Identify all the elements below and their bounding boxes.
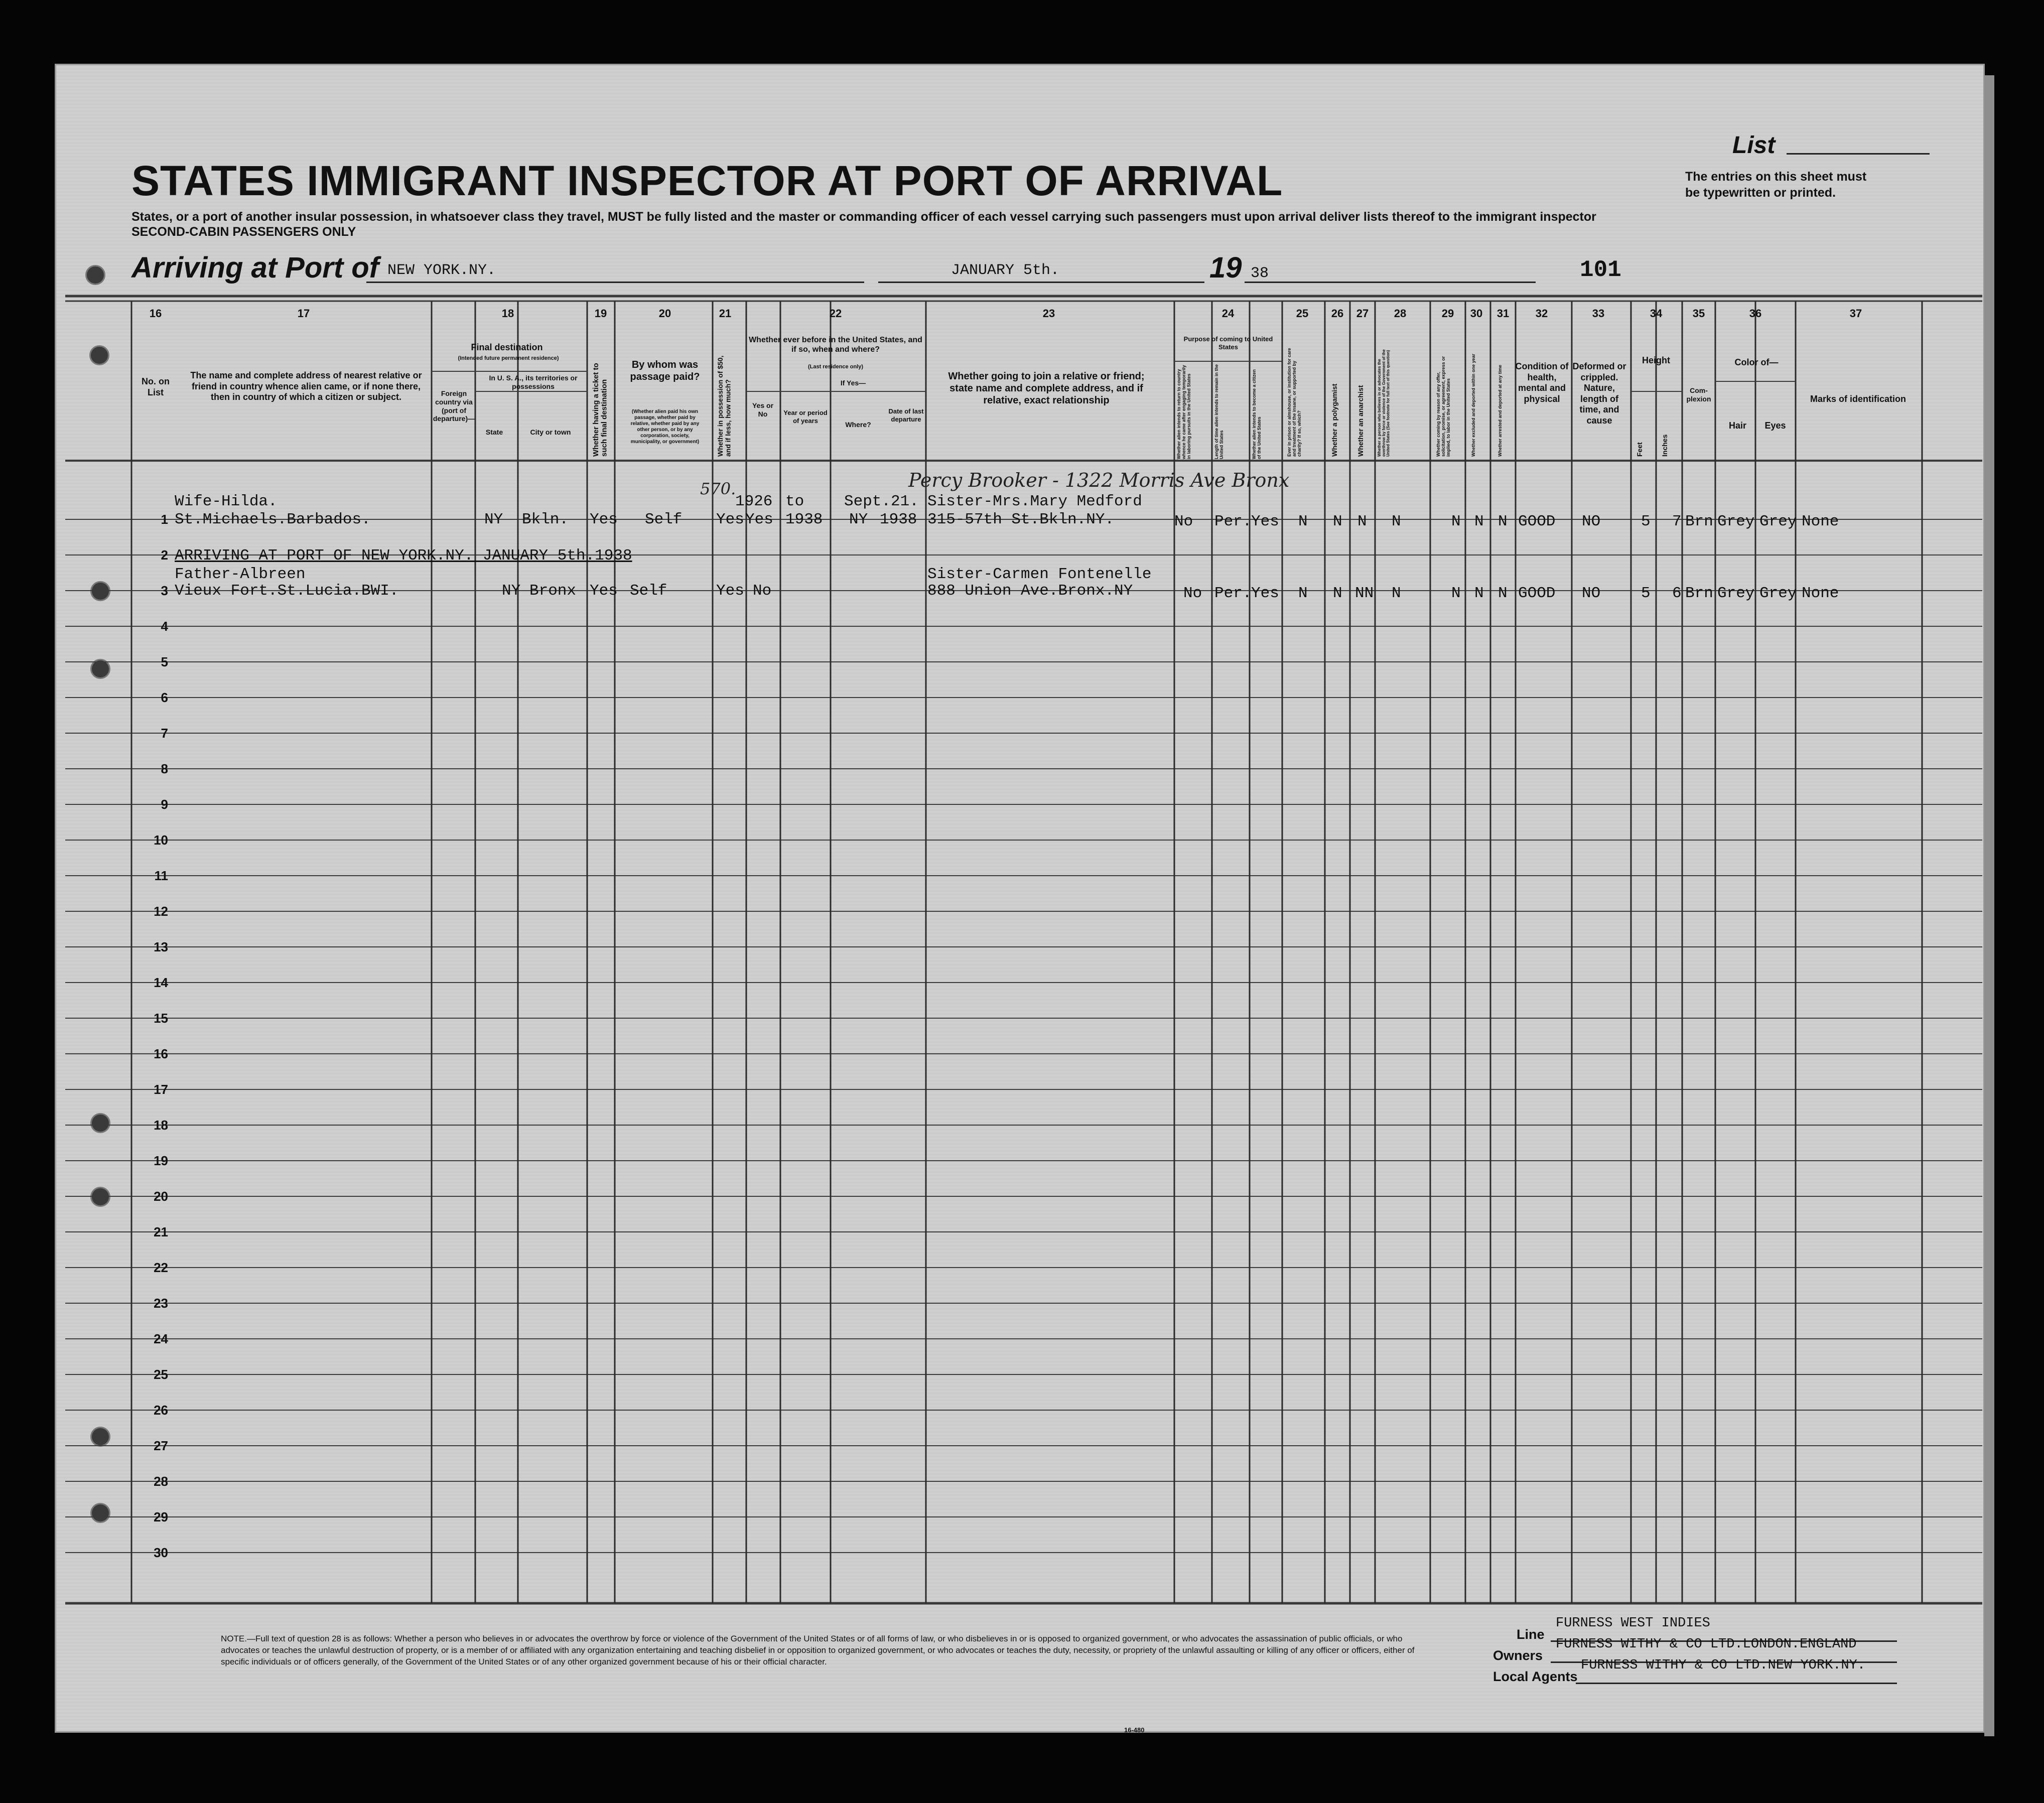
row3-fifty: Yes (716, 582, 744, 600)
date-value: JANUARY 5th. (951, 262, 1060, 279)
row-number: 14 (154, 975, 168, 990)
row-number: 10 (154, 833, 168, 848)
row1-years-start: 1926 (735, 493, 773, 510)
header-yes-no: Yes or No (752, 401, 774, 418)
row-number: 4 (161, 619, 168, 634)
header-before-note: (Last residence only) (807, 364, 864, 370)
col-num-28: 28 (1394, 307, 1407, 320)
row1-feet: 5 (1641, 513, 1651, 530)
row1-excluded: N (1474, 513, 1484, 530)
row1-before: Yes (745, 511, 773, 528)
row-number: 9 (161, 797, 168, 812)
row2-arrival-stamp: ARRIVING AT PORT OF NEW YORK.NY. JANUARY 5th.1938 (175, 547, 632, 565)
row3-before: No (753, 582, 772, 600)
row3-marks: None (1802, 585, 1839, 602)
header-height: Height (1642, 355, 1670, 365)
row1-where: NY (849, 511, 868, 528)
row1-arrested: N (1498, 513, 1508, 530)
row-number: 25 (154, 1367, 168, 1382)
row-number: 18 (154, 1118, 168, 1133)
row-number: 12 (154, 904, 168, 919)
row1-handwritten-joining: Percy Brooker - 1322 Morris Ave Bronx (908, 469, 1290, 491)
row-number: 6 (161, 690, 168, 705)
header-where: Where? (845, 421, 871, 429)
agents-label: Local Agents (1493, 1669, 1578, 1684)
row-number: 3 (161, 583, 168, 598)
header-anarchist: Whether an anarchist (1356, 385, 1365, 457)
row3-state: NY (502, 582, 521, 600)
row3-deformed: NO (1582, 585, 1601, 602)
row1-relative-name: Wife-Hilda. (175, 493, 278, 510)
row3-purpose-citizen: Yes (1251, 585, 1279, 602)
port-value: NEW YORK.NY. (387, 262, 496, 279)
row3-relative-name: Father-Albreen (175, 566, 306, 583)
row-number: 30 (154, 1545, 168, 1560)
row-number: 5 (161, 654, 168, 669)
row1-overthrow: N (1392, 513, 1401, 530)
row1-years-to: to (785, 493, 804, 510)
row1-join-address: 315-57th St.Bkln.NY. (927, 511, 1115, 528)
subtitle-rule: States, or a port of another insular possession, in whatsoever class they travel, MUST be fully listed and the master or commanding officer of each vessel carrying such passengers must upon arrival deliver lists thereof to the immigrant inspector (131, 210, 1596, 224)
sheet-number: 101 (1580, 257, 1621, 283)
header-final-destination: Final destination (471, 342, 543, 352)
row-number: 19 (154, 1153, 168, 1168)
header-complexion: Com-plexion (1686, 386, 1711, 403)
arriving-label: Arriving at Port of (131, 251, 379, 284)
header-purpose-return: Whether alien intends to return to country whence he came after engaging temporarily in laboring pursuits in the United States (1176, 365, 1191, 459)
row3-arrested: N (1498, 585, 1508, 602)
row-number: 8 (161, 761, 168, 776)
row3-anarchist: NN (1355, 585, 1374, 602)
header-passage-paid: By whom was passage paid? (630, 359, 700, 382)
row1-money-note: 570. (700, 479, 736, 498)
row3-overthrow: N (1392, 585, 1401, 602)
row3-paid-by: Self (630, 582, 667, 600)
form-number: 16-480 (1124, 1726, 1145, 1734)
col-num-29: 29 (1441, 307, 1454, 320)
header-no-on-list: No. on List (142, 376, 170, 397)
header-color-of: Color of— (1734, 357, 1779, 367)
header-feet: Feet (1636, 442, 1644, 457)
row3-purpose-length: Per. (1214, 585, 1252, 602)
header-final-destination-note: (Intended future permanent residence) (458, 355, 559, 361)
row-number: 28 (154, 1474, 168, 1489)
row1-hair: Grey (1717, 513, 1755, 530)
row-number: 23 (154, 1296, 168, 1311)
owners-label: Owners (1493, 1648, 1543, 1663)
col-num-35: 35 (1692, 307, 1705, 320)
row1-inches: 7 (1672, 513, 1682, 530)
row-number: 21 (154, 1224, 168, 1239)
header-ticket: Whether having a ticket to such final destination (592, 363, 609, 457)
col-num-32: 32 (1535, 307, 1548, 320)
row3-prison: N (1298, 585, 1308, 602)
row1-join-name: Sister-Mrs.Mary Medford (927, 493, 1142, 510)
list-note-2: be typewritten or printed. (1685, 186, 1836, 200)
row1-marks: None (1802, 513, 1839, 530)
row3-polygamist: N (1333, 585, 1342, 602)
row3-inches: 6 (1672, 585, 1682, 602)
header-inches: Inches (1661, 434, 1669, 457)
row1-purpose-length: Per. (1214, 513, 1252, 530)
header-purpose: Purpose of coming to United States (1183, 335, 1273, 351)
row3-eyes: Grey (1759, 585, 1797, 602)
header-if-yes: If Yes— (840, 379, 866, 387)
row1-purpose-citizen: Yes (1251, 513, 1279, 530)
row-number: 17 (154, 1082, 168, 1097)
col-num-34: 34 (1650, 307, 1663, 320)
row3-feet: 5 (1641, 585, 1651, 602)
col-num-36: 36 (1749, 307, 1762, 320)
header-passage-paid-note: (Whether alien paid his own passage, whether paid by relative, whether paid by any other person, or by any corporation, society, municipality, or government) (630, 409, 700, 445)
header-polygamist: Whether a polygamist (1330, 383, 1338, 457)
header-purpose-length: Length of time alien intends to remain in the United States (1214, 364, 1224, 459)
col-num-31: 31 (1496, 307, 1510, 320)
col-num-27: 27 (1356, 307, 1369, 320)
list-label: List (1732, 132, 1776, 159)
row1-paid-by: Self (645, 511, 683, 528)
list-note-1: The entries on this sheet must (1685, 170, 1867, 184)
col-num-37: 37 (1849, 307, 1862, 320)
row-number: 13 (154, 939, 168, 954)
header-purpose-citizen: Whether alien intends to become a citizen of the United States (1252, 369, 1262, 459)
row3-join-name: Sister-Carmen Fontenelle (927, 566, 1152, 583)
header-hair: Hair (1728, 421, 1746, 431)
col-num-22: 22 (829, 307, 842, 320)
row3-city: Bronx (529, 582, 577, 600)
header-before-in-us: Whether ever before in the United States, and if so, when and where? (749, 336, 922, 354)
header-overthrow: Whether a person who believes in or advocates the overthrow by force or violence of the Government of the United States (See footnote for full text of this question) (1377, 349, 1391, 457)
row1-eyes: Grey (1759, 513, 1797, 530)
row1-where-date: Sept.21. (844, 493, 919, 510)
row1-state: NY (484, 511, 503, 528)
header-fifty-dollars: Whether in possession of $50, and if less, how much? (716, 355, 732, 457)
header-arrested: Whether arrested and deported at any time (1497, 364, 1503, 457)
row-number: 27 (154, 1438, 168, 1453)
row-number: 26 (154, 1403, 168, 1418)
col-num-18: 18 (501, 307, 514, 320)
row1-health: GOOD (1518, 513, 1556, 530)
row1-polygamist: N (1333, 513, 1342, 530)
row1-complexion: Brn (1685, 513, 1713, 530)
header-last-departure: Date of last departure (888, 407, 924, 423)
row3-complexion: Brn (1685, 585, 1713, 602)
col-num-26: 26 (1331, 307, 1344, 320)
row-number: 16 (154, 1046, 168, 1061)
row-number: 15 (154, 1011, 168, 1026)
col-num-30: 30 (1470, 307, 1483, 320)
row1-years-end: 1938 (785, 511, 823, 528)
row3-relative-address: Vieux Fort.St.Lucia.BWI. (175, 582, 399, 600)
row1-deformed: NO (1582, 513, 1601, 530)
row-number: 11 (154, 868, 168, 883)
subtitle-class: SECOND-CABIN PASSENGERS ONLY (131, 225, 356, 239)
col-num-17: 17 (297, 307, 310, 320)
line-label: Line (1517, 1627, 1545, 1642)
header-city: City or town (530, 428, 571, 436)
row-number: 2 (161, 547, 168, 563)
header-join-relative: Whether going to join a relative or friend; state name and complete address, and if relative, exact relationship (948, 371, 1145, 406)
col-num-16: 16 (149, 307, 162, 320)
row3-join-address: 888 Union Ave.Bronx.NY (927, 582, 1133, 600)
footnote-question-28: NOTE.—Full text of question 28 is as follows: Whether a person who believes in or advocates the overthrow by force or violence of the Government of the United States or of all forms of law, or who disbelieves in or is opposed to organized government, or who advocates the assassination of public officials, or who advocates or teaches the unlawful destruction of property, or is a member of or affiliated with any organization entertaining and teaching disbelief in or opposition to organized government, or who advocates or teaches the duty, necessity, or propriety of the unlawful assaulting or killing of any officer or officers, either of specific individuals or of officers generally, of the Government of the United States or of any other organized government because of his or their official character. (221, 1634, 1415, 1667)
col-num-33: 33 (1592, 307, 1605, 320)
row3-excluded: N (1474, 585, 1484, 602)
agents-value: FURNESS WITHY & CO LTD.NEW YORK.NY. (1581, 1658, 1866, 1673)
row1-city: Bkln. (522, 511, 569, 528)
row3-ticket: Yes (590, 582, 618, 600)
header-nearest-relative: The name and complete address of nearest relative or friend in country whence alien came, or if none there, then in country of which a citizen or subject. (190, 370, 422, 402)
col-num-20: 20 (658, 307, 671, 320)
row-number: 20 (154, 1189, 168, 1204)
row3-labor: N (1451, 585, 1461, 602)
page-title: STATES IMMIGRANT INSPECTOR AT PORT OF ARRIVAL (131, 157, 1283, 204)
row3-purpose-return: No (1183, 585, 1202, 602)
agents-underline (1576, 1682, 1897, 1684)
header-years: Year or period of years (783, 409, 828, 425)
year-prefix: 19 (1209, 251, 1242, 284)
header-health: Condition of health, mental and physical (1515, 361, 1569, 404)
col-num-24: 24 (1221, 307, 1235, 320)
col-num-23: 23 (1042, 307, 1055, 320)
row-number: 1 (161, 512, 168, 527)
line-value: FURNESS WEST INDIES (1556, 1616, 1710, 1631)
row-number: 24 (154, 1331, 168, 1346)
header-foreign-country: Foreign country via (port of departure)— (433, 389, 475, 423)
row3-hair: Grey (1717, 585, 1755, 602)
col-num-19: 19 (594, 307, 607, 320)
row1-prison: N (1298, 513, 1308, 530)
row-number: 29 (154, 1509, 168, 1524)
year-suffix: 38 (1251, 265, 1269, 282)
header-usa: In U. S. A., its territories or possessions (489, 374, 578, 390)
col-num-21: 21 (719, 307, 732, 320)
header-labor-offer: Whether coming by reason of any offer, solicitation, promise, or agreement, express or implied, to labor in the United States (1436, 356, 1451, 457)
row1-departure: 1938 (880, 511, 917, 528)
col-num-25: 25 (1296, 307, 1309, 320)
row1-labor: N (1451, 513, 1461, 530)
row3-health: GOOD (1518, 585, 1556, 602)
row-number: 22 (154, 1260, 168, 1275)
row-number: 7 (161, 726, 168, 741)
row1-fifty: Yes (716, 511, 744, 528)
header-excluded: Whether excluded and deported within one year (1471, 353, 1476, 457)
row1-relative-address: St.Michaels.Barbados. (175, 511, 371, 528)
header-deformed: Deformed or crippled. Nature, length of time, and cause (1572, 361, 1626, 426)
header-marks: Marks of identification (1810, 394, 1906, 404)
row1-ticket: Yes (590, 511, 618, 528)
header-prison: Ever in prison or almshouse, or institution for care and treatment of the insane, or supported by charity? If so, which? (1287, 348, 1302, 457)
row1-purpose-return: No (1174, 513, 1193, 530)
header-state: State (485, 428, 503, 436)
owners-value: FURNESS WITHY & CO LTD.LONDON.ENGLAND (1556, 1637, 1857, 1652)
header-eyes: Eyes (1764, 421, 1786, 431)
row1-anarchist: N (1357, 513, 1367, 530)
